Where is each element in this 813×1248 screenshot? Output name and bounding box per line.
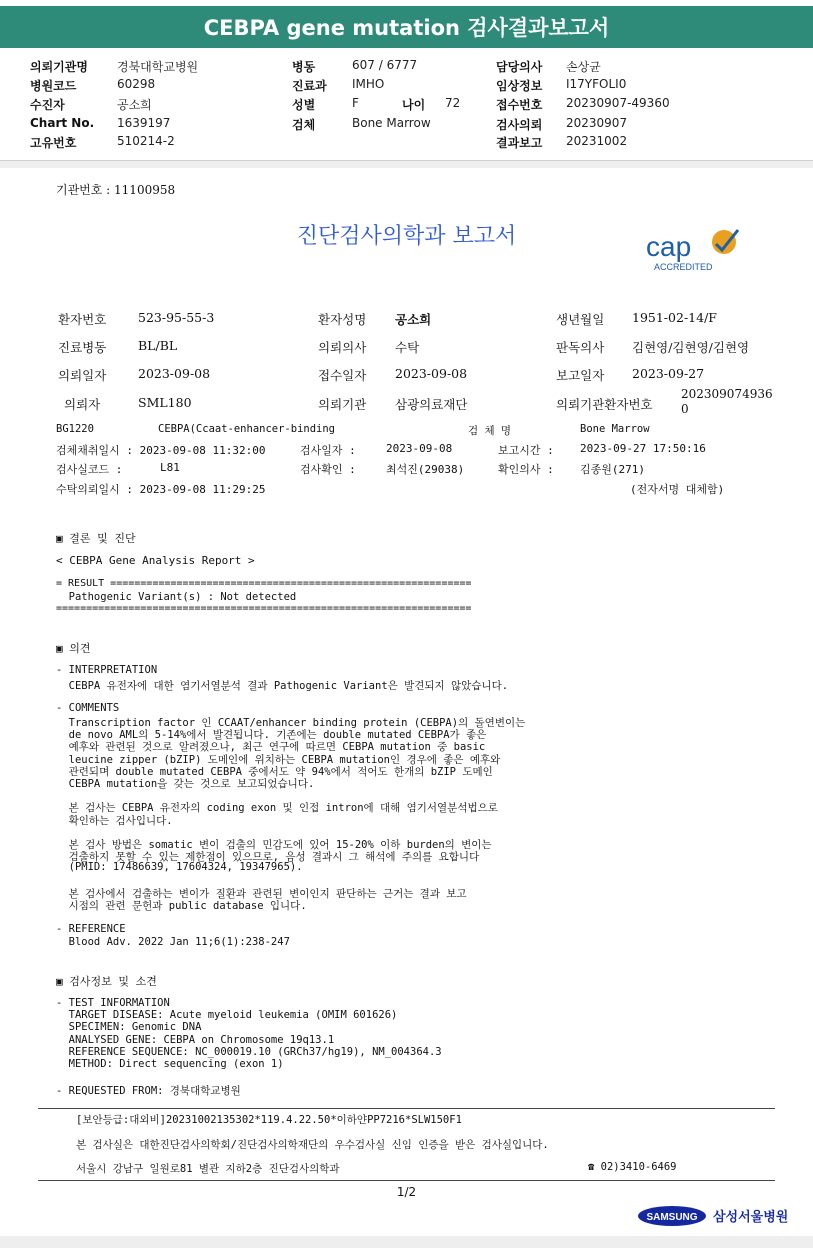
result-value: Pathogenic Variant(s) : Not detected — [56, 591, 297, 603]
header-col1-value-2: 공소희 — [117, 98, 152, 112]
comment-line: leucine zipper (bZIP) 도메인에 위치하는 CEBPA mutation인 경우에 좋은 예후와 — [56, 753, 501, 766]
footer-line — [38, 1108, 775, 1109]
samsung-hospital-logo — [638, 1205, 789, 1227]
commission-datetime: 수탁의뢰일시 : 2023-09-08 11:29:25 — [56, 483, 266, 496]
test-date-value: 2023-09-08 — [386, 442, 453, 455]
test-info-line: REFERENCE SEQUENCE: NC_000019.10 (GRCh37/hg19), NM_004364.3 — [56, 1045, 442, 1058]
specimen-label: 검 체 명 — [468, 425, 512, 437]
age-label: 나이 — [402, 98, 426, 112]
header-col1-value-1: 60298 — [117, 77, 156, 91]
header-col3-value-1: I17YFOLI0 — [566, 77, 627, 91]
comment-line: (PMID: 17486639, 17604324, 19347965). — [56, 861, 303, 874]
result-divider-bottom: ===================================================================== — [56, 603, 472, 614]
collection-datetime: 검체채취일시 : 2023-09-08 11:32:00 — [56, 444, 266, 457]
result-divider-top: = RESULT ============================================================ — [56, 578, 472, 589]
patient-grid-v1-2: 2023-09-08 — [138, 366, 211, 381]
section-heading-opinion: ▣ 의견 — [56, 642, 91, 655]
test-info-line: ANALYSED GENE: CEBPA on Chromosome 19q13.1 — [56, 1033, 335, 1046]
patient-grid-v2-3: 삼광의료재단 — [395, 397, 468, 412]
comment-line: 관련되며 double mutated CEBPA 중에서도 약 94%에서 적어도 한개의 bZIP 도메인 — [56, 765, 493, 778]
certification-text: 본 검사실은 대한진단검사의학회/진단검사의학재단의 우수검사실 신임 인증을 받은 검사실입니다. — [76, 1139, 549, 1151]
cap-logo-text: cap — [646, 231, 692, 262]
samsung-logo-text: SAMSUNG — [646, 1212, 698, 1223]
test-name: CEBPA(Ccaat-enhancer-binding — [158, 423, 336, 435]
patient-grid-l1-1: 진료병동 — [58, 340, 107, 355]
comment-line: 예후와 관련된 것으로 알려졌으나, 최근 연구에 따르면 CEBPA mutation 중 basic — [56, 741, 486, 754]
page-bottom-strip — [0, 1236, 813, 1248]
header-col2-value-2: F — [352, 96, 359, 110]
report-title-bar: CEBPA gene mutation 검사결과보고서 — [0, 6, 813, 48]
comment-line: 본 검사는 CEBPA 유전자의 coding exon 및 인접 intron에 대해 염기서열분석법으로 — [56, 802, 498, 815]
header-col1-label-4: 고유번호 — [30, 136, 77, 150]
header-col3-label-2: 접수번호 — [496, 98, 543, 112]
comment-line: 확인하는 검사입니다. — [56, 814, 173, 827]
patient-grid-v2-0: 공소희 — [395, 312, 432, 327]
header-col3-value-2: 20230907-49360 — [566, 96, 670, 110]
patient-grid-l3-1: 판독의사 — [556, 340, 605, 355]
security-line: [보안등급:대외비]20231002135302*119.4.22.50*이하얀PP7216*SLW150F1 — [76, 1114, 462, 1126]
cap-accredited-text: ACCREDITED — [654, 262, 713, 272]
reference-text: Blood Adv. 2022 Jan 11;6(1):238-247 — [56, 936, 290, 948]
cap-accredited-logo — [642, 226, 752, 274]
institution-number: 기관번호 : 11100958 — [56, 183, 176, 197]
report-time-label: 보고시간 : — [498, 444, 554, 457]
comment-line: 본 검사 방법은 somatic 변이 검출의 민감도에 있어 15-20% 이하 burden의 변이는 — [56, 839, 492, 851]
patient-grid-l1-0: 환자번호 — [58, 312, 107, 327]
header-col3-label-4: 결과보고 — [496, 136, 543, 150]
header-col3-label-0: 담당의사 — [496, 60, 543, 74]
comment-line: 검출하지 못할 수 있는 제한점이 있으므로, 음성 결과시 그 해석에 주의를 요합니다 — [56, 851, 480, 864]
comment-line: de novo AML의 5-14%에서 발견됩니다. 기존에는 double mutated CEBPA가 좋은 — [56, 729, 487, 742]
report-title: 진단검사의학과 보고서 — [296, 224, 517, 249]
requested-from: - REQUESTED FROM: 경북대학교병원 — [56, 1085, 241, 1097]
comment-line: Transcription factor 인 CCAAT/enhancer binding protein (CEBPA)의 돌연변이는 — [56, 717, 526, 729]
patient-grid-v2-2: 2023-09-08 — [395, 366, 468, 381]
header-col2-label-1: 진료과 — [292, 79, 327, 93]
patient-grid-v1-3: SML180 — [138, 395, 192, 410]
cap-gold-circle — [712, 230, 736, 254]
patient-grid-l3-0: 생년월일 — [556, 312, 605, 327]
header-col1-label-0: 의뢰기관명 — [30, 60, 88, 74]
confirm-doctor-label: 확인의사 : — [498, 463, 554, 476]
report-time-value: 2023-09-27 17:50:16 — [580, 442, 706, 455]
header-col2-value-0: 607 / 6777 — [352, 58, 418, 72]
header-col2-value-3: Bone Marrow — [352, 116, 431, 130]
header-col1-label-2: 수진자 — [30, 98, 65, 112]
patient-grid-v3-1: 김현영/김현영/김현영 — [632, 340, 750, 355]
patient-grid-v2-1: 수탁 — [395, 340, 420, 355]
patient-grid-l2-1: 의뢰의사 — [318, 340, 367, 355]
lab-address: 서울시 강남구 일원로81 별관 지하2층 진단검사의학과 — [76, 1163, 340, 1175]
signature-note: (전자서명 대체함) — [630, 483, 725, 496]
lab-code-label: 검사실코드 : — [56, 463, 123, 476]
interpretation-text: CEBPA 유전자에 대한 염기서열분석 결과 Pathogenic Variant은 발견되지 않았습니다. — [56, 680, 509, 692]
hospital-name: 삼성서울병원 — [713, 1210, 789, 1225]
header-col3-label-1: 임상정보 — [496, 79, 543, 93]
patient-grid-v3b: 0 — [681, 402, 689, 416]
patient-grid-l2-2: 접수일자 — [318, 368, 367, 383]
header-col3-value-3: 20230907 — [566, 116, 628, 130]
section-heading-conclusion: ▣ 결론 및 진단 — [56, 532, 136, 545]
comment-line: CEBPA mutation을 갖는 것으로 보고되었습니다. — [56, 778, 315, 790]
header-col1-value-3: 1639197 — [117, 116, 171, 130]
patient-grid-v3-2: 2023-09-27 — [632, 366, 705, 381]
header-col3-label-3: 검사의뢰 — [496, 118, 543, 132]
test-code: BG1220 — [56, 423, 94, 435]
section-heading-test-info: ▣ 검사정보 및 소견 — [56, 975, 157, 988]
test-info-line: METHOD: Direct sequencing (exon 1) — [56, 1058, 284, 1070]
header-col1-label-1: 병원코드 — [30, 79, 77, 93]
comment-line: 본 검사에서 검출하는 변이가 질환과 관련된 변이인지 판단하는 근거는 결과 보고 — [56, 887, 467, 900]
lab-phone: ☎ 02)3410-6469 — [588, 1161, 677, 1173]
patient-grid-l3-2: 보고일자 — [556, 368, 605, 383]
reference-heading: - REFERENCE — [56, 923, 126, 935]
comment-line: 시점의 관련 문헌과 public database 입니다. — [56, 900, 307, 912]
patient-grid-l1-3: 의뢰자 — [64, 397, 101, 412]
test-date-label: 검사일자 : — [300, 444, 356, 457]
page-number: 1/2 — [396, 1185, 417, 1199]
patient-grid-l2-0: 환자성명 — [318, 312, 367, 327]
report-name: < CEBPA Gene Analysis Report > — [56, 554, 255, 567]
patient-grid-l1-2: 의뢰일자 — [58, 368, 107, 383]
header-col1-value-0: 경북대학교병원 — [117, 60, 199, 74]
patient-grid-l2-3: 의뢰기관 — [318, 397, 367, 412]
header-col1-label-3: Chart No. — [30, 116, 95, 130]
header-separator — [0, 160, 813, 168]
header-col2-label-0: 병동 — [292, 60, 316, 74]
patient-grid-v1-1: BL/BL — [138, 338, 178, 353]
confirm-doctor-value: 김종원(271) — [580, 463, 645, 476]
header-col2-label-3: 검체 — [292, 118, 316, 132]
age-value: 72 — [445, 96, 461, 110]
patient-grid-l3-3: 의뢰기관환자번호 — [556, 397, 653, 412]
header-col1-value-4: 510214-2 — [117, 134, 175, 148]
comments-heading: - COMMENTS — [56, 702, 120, 714]
header-col2-label-2: 성별 — [292, 98, 316, 112]
header-col3-value-4: 20231002 — [566, 134, 628, 148]
header-col3-value-0: 손상균 — [566, 60, 601, 74]
interpretation-heading: - INTERPRETATION — [56, 664, 158, 676]
header-col2-value-1: IMHO — [352, 77, 385, 91]
test-info-line: - TEST INFORMATION — [56, 997, 170, 1009]
patient-grid-v3-0: 1951-02-14/F — [632, 310, 717, 325]
test-info-line: TARGET DISEASE: Acute myeloid leukemia (OMIM 601626) — [56, 1009, 398, 1022]
lab-code-value: L81 — [160, 461, 180, 474]
test-confirm-label: 검사확인 : — [300, 463, 356, 476]
footer-line-bottom — [38, 1180, 775, 1181]
patient-grid-v1-0: 523-95-55-3 — [138, 310, 215, 325]
test-info-line: SPECIMEN: Genomic DNA — [56, 1021, 202, 1034]
test-confirm-value: 최석진(29038) — [386, 463, 465, 476]
patient-grid-v3a: 202309074936 — [681, 387, 773, 401]
specimen-value: Bone Marrow — [580, 423, 650, 435]
